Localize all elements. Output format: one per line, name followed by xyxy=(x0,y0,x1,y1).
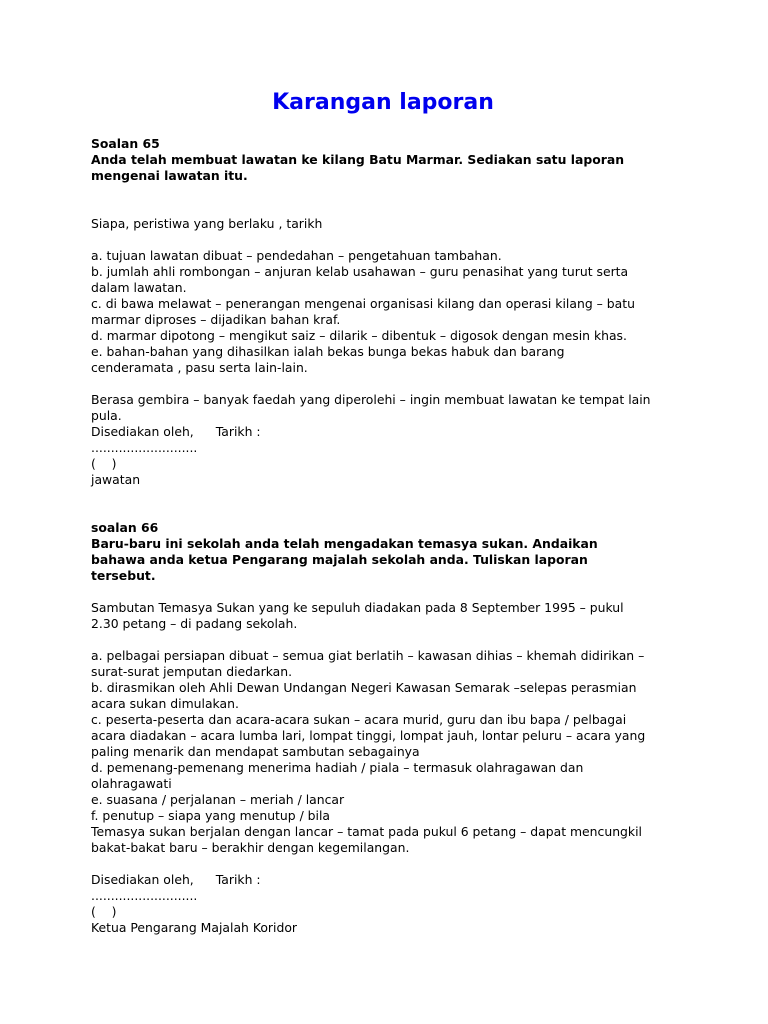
document-page xyxy=(91,88,691,936)
outline-line: surat-surat jemputan diedarkan. xyxy=(91,664,293,679)
outline-line: cenderamata , pasu serta lain-lain. xyxy=(91,360,308,375)
outline-line: e. bahan-bahan yang dihasilkan ialah bekas bunga bekas habuk dan barang xyxy=(91,344,565,359)
outline-line: f. penutup – siapa yang menutup / bila xyxy=(91,808,331,823)
prepared-by-label: Disediakan oleh, xyxy=(91,872,194,887)
outline-line: a. tujuan lawatan dibuat – pendedahan – pengetahuan tambahan. xyxy=(91,248,502,263)
prepared-by-label: Disediakan oleh, xyxy=(91,424,194,439)
name-brackets: ( ) xyxy=(91,456,117,471)
date-label: Tarikh : xyxy=(215,872,261,887)
outline-line: Temasya sukan berjalan dengan lancar – tamat pada pukul 6 petang – dapat mencungkil xyxy=(91,824,642,839)
intro-line: Siapa, peristiwa yang berlaku , tarikh xyxy=(91,216,323,231)
question-prompt-line: Anda telah membuat lawatan ke kilang Batu Marmar. Sediakan satu laporan xyxy=(91,152,625,167)
outline-list xyxy=(91,248,691,376)
intro-line: 2.30 petang – di padang sekolah. xyxy=(91,616,298,631)
signature-dots: ........................... xyxy=(91,888,198,903)
name-brackets: ( ) xyxy=(91,904,117,919)
outline-line: b. jumlah ahli rombongan – anjuran kelab usahawan – guru penasihat yang turut serta xyxy=(91,264,629,279)
outline-line: c. di bawa melawat – penerangan mengenai organisasi kilang dan operasi kilang – batu xyxy=(91,296,635,311)
question-prompt-line: tersebut. xyxy=(91,568,156,583)
outline-line: marmar diproses – dijadikan bahan kraf. xyxy=(91,312,341,327)
outline-line: c. peserta-peserta dan acara-acara sukan – acara murid, guru dan ibu bapa / pelbagai xyxy=(91,712,627,727)
outline-line: paling menarik dan mendapat sambutan sebagainya xyxy=(91,744,420,759)
question-heading: Soalan 65 xyxy=(91,136,160,151)
signature-line xyxy=(91,424,691,440)
closing-line: Berasa gembira – banyak faedah yang diperolehi – ingin membuat lawatan ke tempat lain xyxy=(91,392,651,407)
outline-list xyxy=(91,648,691,856)
intro-line: Sambutan Temasya Sukan yang ke sepuluh diadakan pada 8 September 1995 – pukul xyxy=(91,600,624,615)
signature-dots: ........................... xyxy=(91,440,198,455)
outline-line: acara diadakan – acara lumba lari, lompat tinggi, lompat jauh, lontar peluru – acara yang xyxy=(91,728,646,743)
position-label: jawatan xyxy=(91,472,141,487)
question-65 xyxy=(91,136,691,488)
date-label: Tarikh : xyxy=(215,424,261,439)
page-title: Karangan laporan xyxy=(272,90,494,115)
question-66 xyxy=(91,520,691,936)
outline-line: b. dirasmikan oleh Ahli Dewan Undangan Negeri Kawasan Semarak –selepas perasmian xyxy=(91,680,637,695)
position-label: Ketua Pengarang Majalah Koridor xyxy=(91,920,297,935)
outline-line: dalam lawatan. xyxy=(91,280,187,295)
outline-line: bakat-bakat baru – berakhir dengan kegemilangan. xyxy=(91,840,410,855)
outline-line: d. pemenang-pemenang menerima hadiah / piala – termasuk olahragawan dan xyxy=(91,760,584,775)
question-heading: soalan 66 xyxy=(91,520,159,535)
outline-line: acara sukan dimulakan. xyxy=(91,696,239,711)
question-prompt-line: bahawa anda ketua Pengarang majalah sekolah anda. Tuliskan laporan xyxy=(91,552,588,567)
question-prompt-line: mengenai lawatan itu. xyxy=(91,168,248,183)
question-prompt-line: Baru-baru ini sekolah anda telah mengadakan temasya sukan. Andaikan xyxy=(91,536,598,551)
outline-line: d. marmar dipotong – mengikut saiz – dilarik – dibentuk – digosok dengan mesin khas. xyxy=(91,328,627,343)
closing-line: pula. xyxy=(91,408,122,423)
signature-line xyxy=(91,872,691,888)
outline-line: e. suasana / perjalanan – meriah / lancar xyxy=(91,792,345,807)
outline-line: a. pelbagai persiapan dibuat – semua giat berlatih – kawasan dihias – khemah didirikan – xyxy=(91,648,645,663)
outline-line: olahragawati xyxy=(91,776,172,791)
